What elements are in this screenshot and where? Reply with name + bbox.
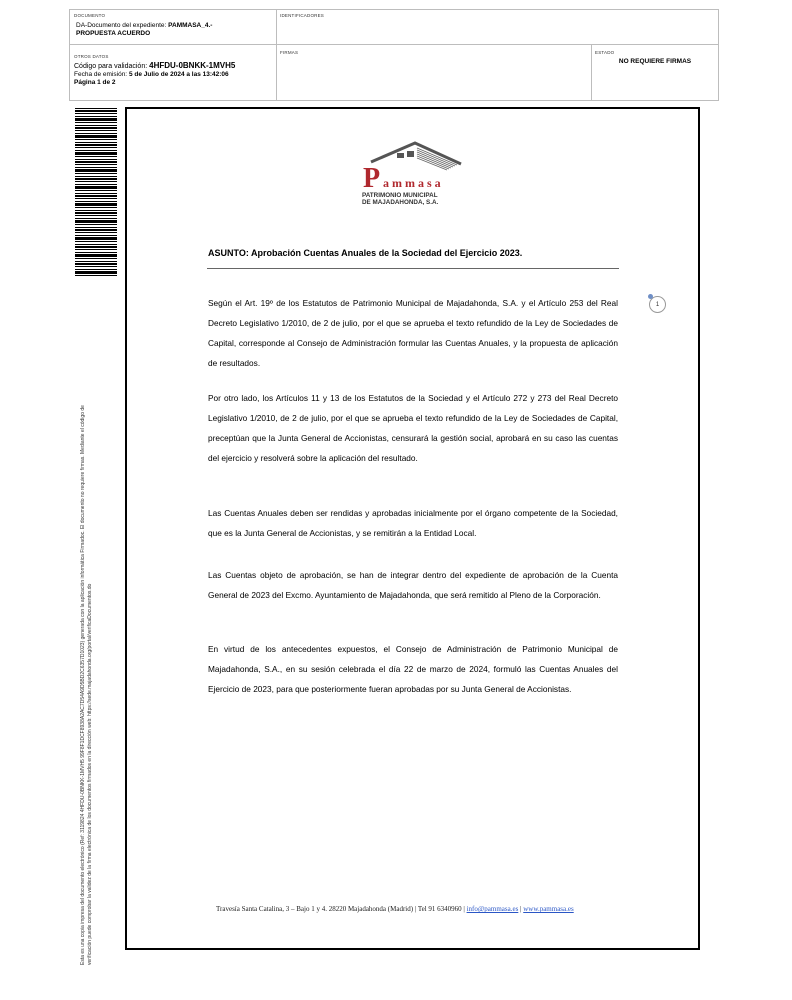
codigo-label: Código para validación: (74, 63, 148, 70)
codigo-line (74, 62, 274, 71)
logo-line1: PATRIMONIO MUNICIPAL (362, 192, 438, 199)
footer-separator: | (518, 905, 524, 913)
barcode-image (75, 108, 117, 276)
documento-label: DOCUMENTO (74, 13, 106, 18)
header-divider (591, 44, 592, 100)
documento-name-line1: PAMMASA_4.- (168, 22, 213, 29)
documento-value (74, 22, 274, 38)
paragraph: Las Cuentas Anuales deben ser rendidas y aprobadas inicialmente por el órgano competente de la Sociedad, que es la Junta General de Accionistas, y se remitirán a la Entidad Local. (208, 508, 618, 538)
footer-address: Travesía Santa Catalina, 3 – Bajo 1 y 4. 28220 Majadahonda (Madrid) | Tel 91 6340960 | (216, 905, 467, 913)
page-number-dot-icon (648, 294, 653, 299)
logo-letter: P (363, 163, 381, 194)
documento-name-line2: PROPUESTA ACUERDO (76, 30, 151, 37)
page-footer (216, 905, 574, 913)
fecha-line (74, 71, 274, 79)
estado-label: ESTADO (595, 50, 615, 55)
pammasa-logo (359, 140, 464, 210)
side-text-line2: verificación puede comprobar la validez de la firma electrónica de los documentos firmados en la dirección web: https://sede.majadahonda.org/portal/verificaDocumentos.do (86, 583, 93, 965)
documento-cell (74, 13, 274, 38)
logo-house-icon (359, 140, 464, 210)
header-divider (70, 44, 718, 45)
header-divider (276, 10, 277, 100)
otros-datos-label: OTROS DATOS (74, 54, 109, 59)
identificadores-label: IDENTIFICADORES (280, 13, 325, 18)
asunto-underline (207, 268, 619, 269)
otros-datos-cell (74, 54, 274, 87)
fecha-value: 5 de Julio de 2024 a las 13:42:06 (128, 71, 229, 78)
side-text-line1: Esta es una copia impresa del documento electrónico (Ref: 3119824 4HFDU-0BNKK-1MVH5 99F8F1DCF8938A2AC7D54A9D5BD2C6357D1023) generada con la aplicación informática Firmadoc. El documento no requiere firmas. Mediante el código de (80, 405, 86, 965)
estado-value: NO REQUIERE FIRMAS (618, 58, 692, 65)
logo-name: ammasa (383, 176, 444, 190)
firmas-label: FIRMAS (280, 50, 299, 55)
paragraph: Según el Art. 19º de los Estatutos de Patrimonio Municipal de Majadahonda, S.A. y el Artículo 253 del Real Decreto Legislativo 1/2010, de 2 de julio, por el que se aprueba el texto refundido de la Ley de Sociedades de Capital, corresponde al Consejo de Administración formular las Cuentas Anuales, y la propuesta de aplicación de resultados. (208, 298, 618, 368)
paragraph: Por otro lado, los Artículos 11 y 13 de los Estatutos de la Sociedad y el Artículo 272 y 273 del Real Decreto Legislativo 1/2010, de 2 de julio, por el que se aprueba el texto refundido de la Ley de Sociedades de Capital, preceptúan que la Junta General de Accionistas, censurará la gestión social, aprobará en su caso las cuentas del ejercicio y resolverá sobre la aplicación del resultado. (208, 393, 618, 463)
codigo-value: 4HFDU-0BNKK-1MVH5 (149, 61, 236, 70)
footer-web-link[interactable]: www.pammasa.es (523, 905, 574, 913)
pagina-text: Página 1 de 2 (74, 79, 116, 86)
asunto-heading: ASUNTO: Aprobación Cuentas Anuales de la Sociedad del Ejercicio 2023. (208, 248, 523, 258)
paragraph: En virtud de los antecedentes expuestos, el Consejo de Administración de Patrimonio Municipal de Majadahonda, S.A., en su sesión celebrada el día 22 de marzo de 2024, formuló las Cuentas Anuales del Ejercicio de 2023, para que posteriormente fueran aprobadas por su Junta General de Accionistas. (208, 644, 618, 694)
estado-cell (595, 50, 715, 66)
identificadores-cell (280, 13, 324, 18)
paragraph: Las Cuentas objeto de aprobación, se han de integrar dentro del expediente de aprobación de la Cuenta General de 2023 del Excmo. Ayuntamiento de Majadahonda, que será remitido al Pleno de la Corporación. (208, 570, 618, 600)
firmas-cell (280, 50, 298, 55)
logo-line2: DE MAJADAHONDA, S.A. (362, 199, 439, 206)
verification-side-text (80, 290, 93, 965)
documento-prefix: DA-Documento del expediente: (76, 22, 167, 29)
page-number-badge: 1 (649, 296, 666, 313)
document-header-box (69, 9, 719, 101)
fecha-label: Fecha de emisión: (74, 71, 128, 78)
footer-email-link[interactable]: info@pammasa.es (466, 905, 519, 913)
